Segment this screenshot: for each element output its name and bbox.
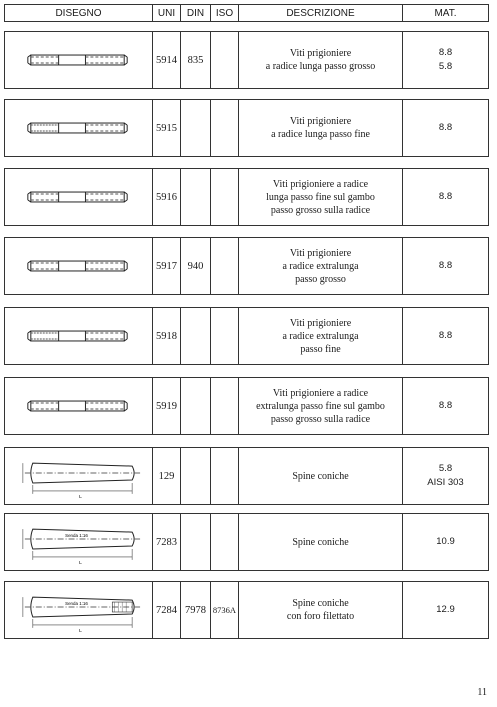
header-uni: UNI [153, 5, 181, 21]
material-line: 5.8 [438, 463, 453, 474]
material-line: 10.9 [436, 536, 455, 547]
cell-description [239, 378, 403, 434]
cell-material [403, 378, 488, 434]
table-row [4, 237, 489, 295]
cell-uni: 5916 [153, 169, 181, 225]
taper-label: Senda 1:16 [65, 533, 88, 539]
description-line: con foro filettato [286, 611, 355, 622]
description-line: Spine coniche [292, 470, 349, 482]
description-line: a radice extralunga [282, 260, 359, 272]
cell-din [181, 169, 211, 225]
material-line: 8.8 [438, 260, 453, 271]
stud-drawing [5, 378, 153, 434]
description-line: a radice lunga passo grosso [265, 61, 376, 72]
description-line: passo grosso [295, 273, 346, 285]
cell-iso: 8736A [211, 582, 239, 638]
description-line: Viti prigioniere [289, 48, 352, 59]
cell-description [239, 169, 403, 225]
cell-din [181, 308, 211, 364]
pin-drawing [5, 582, 153, 638]
material-line: 8.8 [438, 47, 453, 58]
taper-label: Senda 1:16 [65, 601, 88, 607]
cell-material [403, 448, 488, 504]
stud-drawing [5, 100, 153, 156]
cell-din [181, 378, 211, 434]
description-line: a radice lunga passo fine [271, 129, 370, 140]
cell-uni: 7283 [153, 514, 181, 570]
cell-material [403, 32, 488, 88]
cell-material [403, 100, 488, 156]
cell-description [239, 238, 403, 294]
stud-drawing [5, 238, 153, 294]
cell-din: 940 [181, 238, 211, 294]
cell-din: 7978 [181, 582, 211, 638]
cell-description [239, 514, 403, 570]
description-line: passo grosso sulla radice [270, 204, 371, 216]
table-row [4, 447, 489, 505]
cell-uni: 129 [153, 448, 181, 504]
pin-drawing [5, 514, 153, 570]
cell-material [403, 582, 488, 638]
material-line: 8.8 [438, 191, 453, 202]
description-line: Viti prigioniere [289, 247, 352, 259]
header-drawing: DISEGNO [5, 5, 153, 21]
cell-iso [211, 100, 239, 156]
material-line: 8.8 [438, 400, 453, 411]
description-line: Spine coniche [292, 598, 349, 609]
description-line: Viti prigioniere [289, 116, 352, 127]
material-line: 5.8 [438, 61, 453, 72]
cell-din [181, 100, 211, 156]
table-row [4, 581, 489, 639]
table-row [4, 307, 489, 365]
cell-description [239, 308, 403, 364]
stud-drawing [5, 169, 153, 225]
header-din: DIN [181, 5, 211, 21]
cell-material [403, 514, 488, 570]
header-description: DESCRIZIONE [239, 5, 403, 21]
material-line: 8.8 [438, 122, 453, 133]
material-line: AISI 303 [427, 477, 464, 488]
cell-iso [211, 308, 239, 364]
cell-uni: 5917 [153, 238, 181, 294]
page-number: 11 [477, 687, 487, 698]
cell-uni: 5914 [153, 32, 181, 88]
description-line: Viti prigioniere a radice [272, 387, 369, 399]
table-row [4, 168, 489, 226]
cell-din [181, 448, 211, 504]
pin-drawing [5, 448, 153, 504]
table-row [4, 31, 489, 89]
material-line: 12.9 [436, 604, 455, 615]
table-row [4, 513, 489, 571]
header-material: MAT. [434, 7, 457, 19]
header-iso: ISO [211, 5, 239, 21]
description-line: Spine coniche [292, 536, 349, 548]
cell-material [403, 238, 488, 294]
cell-description [239, 448, 403, 504]
description-line: Viti prigioniere a radice [272, 178, 369, 190]
cell-description [239, 32, 403, 88]
cell-iso [211, 378, 239, 434]
description-line: extralunga passo fine sul gambo [256, 400, 385, 412]
cell-iso [211, 169, 239, 225]
description-line: passo grosso sulla radice [270, 413, 371, 425]
cell-uni: 5919 [153, 378, 181, 434]
description-line: Viti prigioniere [289, 317, 352, 329]
cell-din [181, 514, 211, 570]
cell-description [239, 582, 403, 638]
stud-drawing [5, 32, 153, 88]
dim-label: L [79, 628, 82, 634]
cell-iso [211, 514, 239, 570]
description-line: passo fine [300, 343, 341, 355]
cell-uni: 5918 [153, 308, 181, 364]
cell-iso [211, 238, 239, 294]
cell-din: 835 [181, 32, 211, 88]
cell-uni: 7284 [153, 582, 181, 638]
cell-uni: 5915 [153, 100, 181, 156]
dim-label: L [79, 560, 82, 566]
description-line: a radice extralunga [282, 330, 359, 342]
table-header [4, 4, 489, 22]
table-row [4, 377, 489, 435]
cell-description [239, 100, 403, 156]
cell-material [403, 169, 488, 225]
cell-iso [211, 448, 239, 504]
cell-iso [211, 32, 239, 88]
cell-material [403, 308, 488, 364]
description-line: lunga passo fine sul gambo [266, 191, 375, 203]
dim-label: L [79, 494, 82, 500]
table-row [4, 99, 489, 157]
stud-drawing [5, 308, 153, 364]
material-line: 8.8 [438, 330, 453, 341]
